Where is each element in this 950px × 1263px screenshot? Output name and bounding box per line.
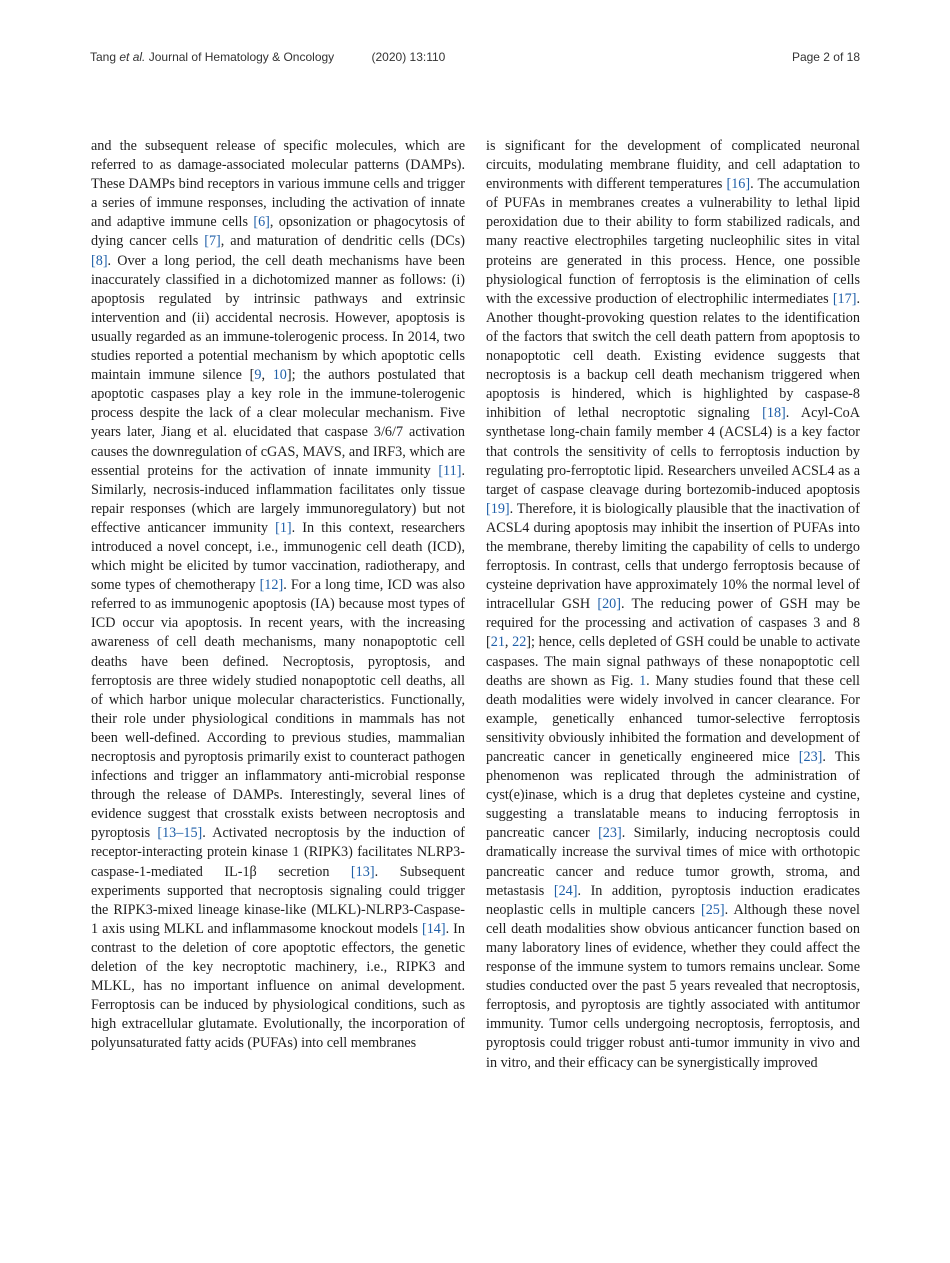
text-segment: . The accumulation of PUFAs in membranes creates a vulnerability to lethal lipid peroxidation due to their ability to form stabilized radicals, and many reactive electrophiles targeting nucleophilic sites in vital proteins are generated in this process. Hence, one possible physiological function of ferroptosis is the elimination of cells with the excessive production of electrophilic intermediates	[486, 176, 860, 307]
citation-link[interactable]: [13–15]	[157, 825, 203, 842]
citation-link[interactable]: [6]	[253, 214, 270, 231]
running-header	[90, 50, 860, 68]
header-year-volume: (2020) 13:110	[371, 50, 446, 64]
text-segment: . Similarly, necrosis-induced inflammation facilitates only tissue repair responses (which are largely immunoregulatory) but not effective anticancer immunity	[91, 462, 465, 536]
text-segment: . For a long time, ICD was also referred to as immunogenic apoptosis (IA) because most types of ICD occur via apoptosis. In recent years, with the increasing awareness of cell death mechanisms, many nonapoptotic cell deaths have been defined. Necroptosis, pyroptosis, and ferroptosis are three widely studied nonapoptotic cell deaths, all of which harbor unique molecular characteristics. Functionally, their role under physiological conditions in mammals has not been well-defined. According to previous studies, mammalian necroptosis and pyroptosis primarily exist to counteract pathogen infections and trigger an inflammatory anti-microbial response through the release of DAMPs. Interestingly, several lines of evidence suggest that crosstalk exists between necroptosis and pyroptosis	[91, 577, 465, 842]
text-segment: ]; hence, cells depleted of GSH could be unable to activate caspases. The main signal pathways of these nonapoptotic cell deaths are shown as Fig.	[486, 634, 861, 689]
text-segment: . In addition, pyroptosis induction eradicates neoplastic cells in multiple cancers	[486, 882, 860, 918]
text-segment: is significant for the development of complicated neuronal circuits, modulating membrane fluidity, and cell adaptation to environments with different temperatures	[486, 138, 860, 193]
text-segment: and the subsequent release of specific molecules, which are referred to as damage-associated molecular patterns (DAMPs). These DAMPs bind receptors in various immune cells and trigger a series of immune responses, including the activation of innate and adaptive immune cells	[91, 138, 465, 231]
text-segment: . The reducing power of GSH may be required for the processing and activation of caspases 3 and 8 [	[486, 596, 860, 651]
text-segment: . Activated necroptosis by the induction of receptor-interacting protein kinase 1 (RIPK3) facilitates NLRP3-caspase-1-mediated IL-1β secretion	[91, 825, 466, 880]
citation-link[interactable]: [1]	[275, 519, 292, 536]
text-segment: . Over a long period, the cell death mechanisms have been inaccurately classified in a dichotomized manner as follows: (i) apoptosis regulated by intrinsic pathways and extrinsic intervention and (ii) accidental necrosis. However, apoptosis is usually regarded as an immune-tolerogenic process. In 2014, two studies reported a potential mechanism by which apoptotic cells maintain immune silence [	[91, 252, 465, 384]
citation-link[interactable]: [16]	[726, 176, 751, 193]
text-segment: . In this context, researchers introduced a novel concept, i.e., immunogenic cell death (ICD), which might be elicited by tumor vaccination, radiotherapy, and some types of chemotherapy	[91, 519, 465, 594]
citation-link[interactable]: 21	[490, 634, 505, 651]
citation-link[interactable]: 9	[254, 367, 262, 384]
citation-link[interactable]: [24]	[553, 882, 578, 899]
citation-link[interactable]: [23]	[598, 825, 622, 842]
text-segment: . In contrast to the deletion of core apoptotic effectors, the genetic deletion of the key necroptotic machinery, i.e., RIPK3 and MLKL, has no important influence on animal development. Ferroptosis can be induced by physiological conditions, such as high extracellular glutamate. Evolutionally, the incorporation of polyunsaturated fatty acids (PUFAs) into cell membranes	[91, 920, 465, 1052]
text-segment: . Therefore, it is biologically plausible that the inactivation of ACSL4 during apoptosis may inhibit the insertion of PUFAs into the membrane, thereby limiting the capability of cells to undergo ferroptosis. In contrast, cells that undergo ferroptosis because of cysteine deprivation have approximately 10% the normal level of intracellular GSH	[486, 500, 860, 613]
text-segment: . This phenomenon was replicated through the administration of cyst(e)inase, which is a drug that depletes cysteine and cystine, suggesting a translatable means to inducing ferroptosis in pancreatic cancer	[486, 749, 860, 842]
citation-link[interactable]: [17]	[832, 290, 857, 307]
citation-link[interactable]: [11]	[438, 462, 462, 479]
header-citation	[90, 50, 445, 64]
left-paragraph	[91, 137, 465, 1054]
text-segment: . Another thought-provoking question relates to the identification of the factors that switch the cell death pattern from apoptosis to nonapoptotic cell death. Existing evidence suggests that necroptosis is a backup cell death mechanism triggered when apoptosis is hindered, which is highlighted by caspase-8 inhibition of lethal necroptotic signaling	[486, 290, 860, 422]
citation-link[interactable]: [19]	[486, 500, 510, 517]
citation-link[interactable]: 1	[639, 672, 647, 689]
header-journal: Journal of Hematology & Oncology	[148, 50, 335, 64]
text-segment: . Subsequent experiments supported that necroptosis signaling could trigger the RIPK3-mixed lineage kinase-like (MLKL)-NLRP3-Caspase-1 axis using MLKL and inflammasome knockout models	[91, 863, 465, 937]
text-segment: . Similarly, inducing necroptosis could dramatically increase the survival times of mice with orthotopic pancreatic cancer and reduce tumor growth, stroma, and metastasis	[486, 825, 860, 899]
right-paragraph	[486, 137, 860, 1073]
citation-link[interactable]: [18]	[762, 405, 786, 422]
header-author: Tang	[90, 50, 117, 64]
citation-link[interactable]: [25]	[700, 901, 725, 918]
text-segment: ,	[504, 634, 513, 651]
text-segment: . Acyl-CoA synthetase long-chain family member 4 (ACSL4) is a key factor that controls the sensitivity of cells to ferroptosis induction by regulating pro-ferroptotic lipid. Researchers unveiled ACSL4 as a target of caspase cleavage during bortezomib-induced apoptosis	[486, 405, 861, 498]
text-segment: , and maturation of dendritic cells (DCs)	[220, 233, 465, 250]
citation-link[interactable]: [7]	[204, 233, 221, 250]
text-segment: , opsonization or phagocytosis of dying cancer cells	[91, 214, 465, 250]
citation-link[interactable]: 10	[272, 367, 287, 384]
page-number: Page 2 of 18	[791, 50, 860, 64]
citation-link[interactable]: [13]	[350, 863, 375, 880]
citation-link[interactable]: [20]	[597, 596, 621, 613]
citation-link[interactable]: [8]	[91, 252, 108, 269]
citation-link[interactable]: [14]	[421, 920, 446, 937]
right-column	[486, 137, 860, 1073]
citation-link[interactable]: [12]	[259, 577, 284, 594]
text-segment: ]; the authors postulated that apoptotic caspases play a key role in the immune-tolerogenic process despite the lack of a clear molecular mechanism. Five years later, Jiang et al. elucidated that caspase 3/6/7 activation causes the downregulation of cGAS, MAVS, and IRF3, which are essential proteins for the activation of innate immunity	[91, 367, 466, 479]
citation-link[interactable]: [23]	[798, 749, 823, 765]
text-segment: ,	[261, 367, 273, 384]
citation-link[interactable]: 22	[512, 634, 527, 651]
text-segment: . Many studies found that these cell death modalities were widely involved in cancer clearance. For example, genetically enhanced tumor-selective ferroptosis sensitivity obviously inhibited the formation and development of pancreatic cancer in genetically engineered mice	[486, 672, 860, 765]
text-segment: . Although these novel cell death modalities show obvious anticancer function based on many laboratory lines of evidence, whether they could affect the response of the immune system to tumors remains unclear. Some studies conducted over the past 5 years revealed that necroptosis, ferroptosis, and pyroptosis are tightly associated with antitumor immunity. Tumor cells undergoing necroptosis, ferroptosis, and pyroptosis could trigger robust anti-tumor immunity in vivo and in vitro, and their efficacy can be synergistically improved	[486, 901, 860, 1071]
left-column	[91, 137, 465, 1054]
header-etal: et al.	[119, 50, 146, 64]
